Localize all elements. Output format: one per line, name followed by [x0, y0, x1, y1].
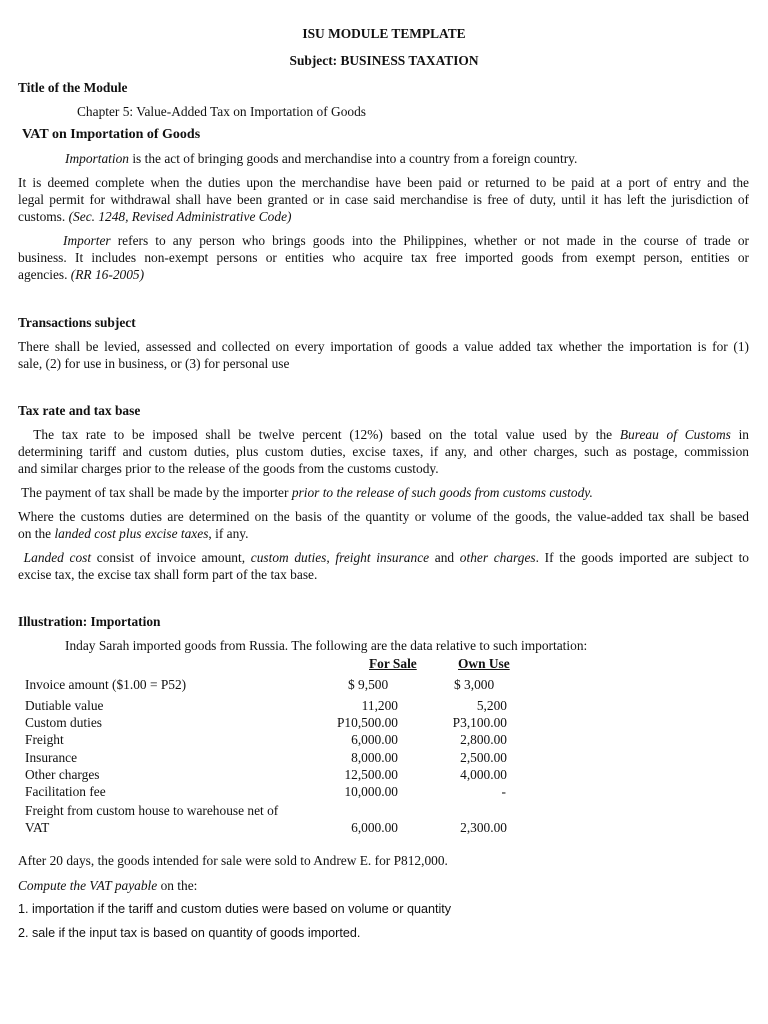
illustration-intro: Inday Sarah imported goods from Russia. The following are the data relative to such importation:: [65, 638, 588, 653]
after-20-days-line: After 20 days, the goods intended for sale were sold to Andrew E. for P812,000.: [18, 853, 448, 868]
landed-cost-separator: ,: [326, 550, 336, 565]
tax-rate-heading: Tax rate and tax base: [18, 403, 141, 418]
col-header-own-use: Own Use: [458, 656, 510, 671]
row-own-value: 2,500.00: [460, 750, 507, 765]
row-sale-value: 6,000.00: [351, 732, 398, 747]
landed-cost-plus-excise: landed cost plus excise taxes: [54, 526, 209, 541]
importer-line-1: [63, 233, 749, 249]
col-header-for-sale: For Sale: [369, 656, 417, 671]
row-sale-value: P10,500.00: [336, 715, 398, 730]
bureau-of-customs: Bureau of Customs: [619, 427, 731, 442]
customs-basis-line-2: [18, 526, 749, 542]
row-label: Custom duties: [25, 715, 103, 730]
row-own-value: 2,300.00: [460, 820, 507, 835]
question-1: 1. importation if the tariff and custom duties were based on volume or quantity: [18, 902, 452, 916]
customs-basis-line-1: Where the customs duties are determined on the basis of the quantity or volume of the goods, the value-added tax shall be based: [18, 509, 749, 524]
completion-line-3: [18, 209, 749, 225]
row-sale-value: 8,000.00: [351, 750, 398, 765]
compute-rest: on the:: [157, 878, 198, 893]
importer-text-1: refers to any person who brings goods into the Philippines, whether or not made in the course of trade or: [110, 233, 749, 248]
vat-importation-heading: VAT on Importation of Goods: [22, 127, 201, 142]
completion-text: customs.: [18, 209, 69, 224]
importer-line-2: business. It includes non-exempt persons or entities who acquire tax free imported goods from exempt person, entities or: [18, 250, 749, 265]
customs-basis-text-b: , if any.: [208, 526, 249, 541]
landed-cost-line-1: [18, 550, 749, 566]
subject-line: Subject: BUSINESS TAXATION: [289, 53, 479, 68]
row-label: Insurance: [25, 750, 78, 765]
importer-text-3: agencies.: [18, 267, 71, 282]
landed-cost-and: and: [429, 550, 460, 565]
row-label: Other charges: [25, 767, 100, 782]
row-own-value: $ 3,000: [454, 677, 495, 692]
tax-rate-line-1: [18, 427, 749, 443]
importer-reference: (RR 16-2005): [70, 267, 145, 282]
payment-text: The payment of tax shall be made by the importer: [18, 485, 292, 500]
row-sale-value: $ 9,500: [348, 677, 389, 692]
row-own-value: 4,000.00: [460, 767, 507, 782]
importation-definition-text: is the act of bringing goods and merchandise into a country from a foreign country.: [128, 151, 578, 166]
tax-rate-line-2: determining tariff and custom duties, plus custom duties, excise taxes, if any, and other charges, such as postage, commission: [18, 444, 749, 459]
illustration-heading: Illustration: Importation: [18, 614, 161, 629]
completion-line-2: legal permit for withdrawal shall have been granted or in case said merchandise is free of duty, until it has left the jurisdiction of: [18, 192, 749, 207]
row-own-value: 2,800.00: [460, 732, 507, 747]
customs-basis-text-a: on the: [18, 526, 55, 541]
landed-cost-line-2: excise tax, the excise tax shall form part of the tax base.: [18, 567, 318, 582]
importer-term: Importer: [63, 233, 111, 248]
question-2: 2. sale if the input tax is based on quantity of goods imported.: [18, 926, 361, 940]
module-template-title: ISU MODULE TEMPLATE: [302, 26, 466, 41]
row-sale-value: 12,500.00: [344, 767, 398, 782]
payment-line: [18, 485, 749, 501]
row-sale-value: 11,200: [361, 698, 398, 713]
row-own-value: P3,100.00: [452, 715, 507, 730]
completion-line-1: It is deemed complete when the duties upon the merchandise have been paid or returned to be paid at a port of entry and the: [18, 175, 749, 190]
payment-italic: prior to the release of such goods from customs custody.: [291, 485, 593, 500]
tax-rate-text-a: The tax rate to be imposed shall be twelve percent (12%) based on the total value used by the: [18, 427, 620, 442]
other-charges-term: other charges: [459, 550, 536, 565]
transactions-line-1: There shall be levied, assessed and collected on every importation of goods a value added tax whether the importation is for (1): [18, 339, 749, 354]
module-title-label: Title of the Module: [18, 80, 128, 95]
row-own-value: 5,200: [476, 698, 507, 713]
transactions-line-2: sale, (2) for use in business, or (3) for personal use: [18, 356, 290, 371]
row-label-continued: VAT: [25, 820, 50, 835]
row-own-value: -: [501, 784, 506, 799]
landed-cost-text-b: . If the goods imported are subject to: [535, 550, 749, 565]
custom-duties-term: custom duties: [250, 550, 327, 565]
chapter-title: Chapter 5: Value-Added Tax on Importation of Goods: [77, 104, 367, 119]
row-label: Facilitation fee: [25, 784, 106, 799]
tax-rate-line-3: and similar charges prior to the release of the goods from the customs custody.: [18, 461, 439, 476]
row-label: Dutiable value: [25, 698, 104, 713]
landed-cost-term: Landed cost: [18, 550, 92, 565]
importation-term: Importation: [65, 151, 129, 166]
importer-line-3: [18, 267, 749, 283]
importation-definition: [65, 151, 768, 167]
row-label: Freight: [25, 732, 64, 747]
freight-insurance-term: freight insurance: [335, 550, 430, 565]
row-label: Invoice amount ($1.00 = P52): [25, 677, 187, 692]
row-label: Freight from custom house to warehouse net of: [25, 803, 279, 818]
row-sale-value: 10,000.00: [344, 784, 398, 799]
tax-rate-text-b: in: [730, 427, 750, 442]
compute-line: [18, 878, 749, 894]
landed-cost-text-a: consist of invoice amount,: [91, 550, 251, 565]
completion-reference: (Sec. 1248, Revised Administrative Code): [68, 209, 292, 224]
compute-vat-payable: Compute the VAT payable: [18, 878, 158, 893]
transactions-heading: Transactions subject: [18, 315, 136, 330]
row-sale-value: 6,000.00: [351, 820, 398, 835]
